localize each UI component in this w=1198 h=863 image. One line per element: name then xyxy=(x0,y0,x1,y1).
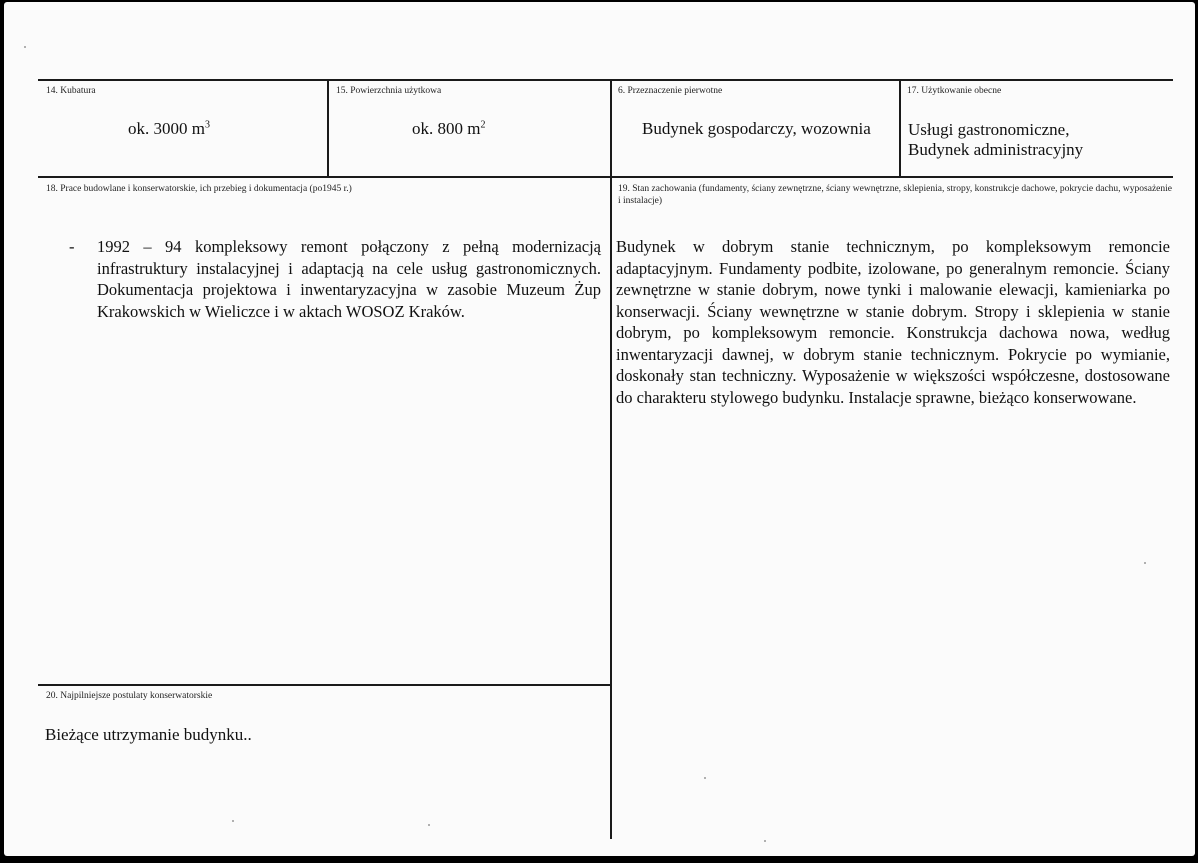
postulaty-value: Bieżące utrzymanie budynku.. xyxy=(45,725,252,744)
kubatura-unit-exponent: 3 xyxy=(204,119,210,131)
powierzchnia-unit-exponent: 2 xyxy=(480,119,486,131)
paper-speck xyxy=(764,840,766,842)
col-divider-1 xyxy=(327,79,329,178)
paper-speck xyxy=(24,46,26,48)
powierzchnia-value xyxy=(412,118,485,139)
powierzchnia-label: 15. Powierzchnia użytkowa xyxy=(336,86,442,96)
uzytkowanie-line2: Budynek administracyjny xyxy=(908,140,1084,159)
paper-speck xyxy=(704,777,706,779)
top-rule xyxy=(38,79,1173,81)
przeznaczenie-label: 6. Przeznaczenie pierwotne xyxy=(618,86,723,96)
kubatura-label: 14. Kubatura xyxy=(46,86,96,96)
uzytkowanie-line1: Usługi gastronomiczne, xyxy=(908,120,1070,139)
row-divider-1 xyxy=(38,176,1173,178)
kubatura-text: ok. 3000 m xyxy=(128,119,205,138)
prace-label: 18. Prace budowlane i konserwatorskie, ich przebieg i dokumentacja (po1945 r.) xyxy=(46,184,352,194)
paper-speck xyxy=(1144,562,1146,564)
uzytkowanie-label: 17. Użytkowanie obecne xyxy=(907,86,1002,96)
col-divider-main xyxy=(610,79,612,839)
stan-text: Budynek w dobrym stanie technicznym, po kompleksowym remoncie adaptacyjnym. Fundamenty podbite, izolowane, po generalnym remoncie. Ściany zewnętrzne w stanie dobrym, nowe tynki i malowanie elewacji, kamieniarka po konserwacji. Ściany wewnętrzne w stanie dobrym. Stropy i sklepienia w stanie dobrym, po kompleksowym remoncie. Konstrukcja dachowa nowa, według inwentaryzacji dawnej, w dobrym stanie technicznym. Pokrycie po wymianie, doskonały stan techniczny. Wyposażenie w większości współczesne, dostosowane do charakteru stylowego budynku. Instalacje sprawne, bieżąco konserwowane. xyxy=(616,237,1170,407)
paper-speck xyxy=(428,824,430,826)
prace-bullet: - xyxy=(69,237,75,256)
col-divider-3 xyxy=(899,79,901,178)
paper-speck xyxy=(232,820,234,822)
powierzchnia-text: ok. 800 m xyxy=(412,119,481,138)
row-divider-left-2 xyxy=(38,684,612,686)
prace-text: 1992 – 94 kompleksowy remont połączony z pełną modernizacją infrastruktury instalacyjnej i adaptacją na cele usług gastronomicznych. Dokumentacja projektowa i inwentaryzacyjna w zasobie Muzeum Żup Krakowskich w Wieliczce i w aktach WOSOZ Kraków. xyxy=(97,237,601,321)
kubatura-value xyxy=(128,118,210,139)
przeznaczenie-value: Budynek gospodarczy, wozownia xyxy=(642,119,871,138)
stan-label: 19. Stan zachowania (fundamenty, ściany zewnętrzne, ściany wewnętrzne, sklepienia, stropy, konstrukcje dachowe, pokrycie dachu, wyposażenie i instalacje) xyxy=(618,184,1172,206)
postulaty-label: 20. Najpilniejsze postulaty konserwatorskie xyxy=(46,691,213,701)
document-sheet xyxy=(4,2,1195,856)
